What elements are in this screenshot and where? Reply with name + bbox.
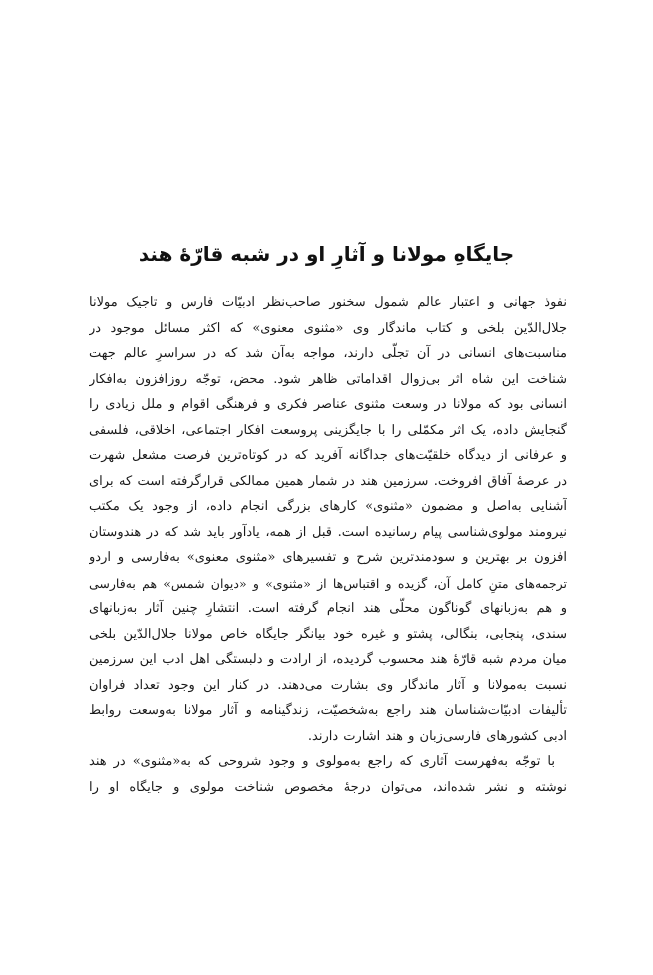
text-line: ادبی کشورهای فارسی‌زبان و هند اشارت دارند. bbox=[307, 728, 567, 744]
text-line: تألیفات ادبیّات‌شناسان هند راجع به‌شخصیّت، زندگینامه و آثار مولانا به‌وسعت روابط bbox=[89, 703, 567, 718]
text-line: آشنایی به‌اصل و مضمون «مثنوی» کارهای بزرگی انجام داده، از وجود یک مکتب bbox=[89, 499, 567, 514]
text-line: افزون بر بهترین و سودمندترین شرح و تفسیرهای «مثنوی معنوی» به‌فارسی و اردو bbox=[89, 550, 567, 565]
text-line: سندی، پنجابی، بنگالی، پشتو و غیره خود بیانگر جایگاه خاص مولانا جلال‌الدّین بلخی bbox=[89, 626, 567, 642]
chapter-title: جایگاهِ مولانا و آثارِ او در شبه قارّهٔ هند bbox=[138, 242, 515, 266]
text-line: گنجایش داده، یک اثر مکمّلی را با جایگزینی پروسعت افکار اجتماعی، اخلاقی، فلسفی bbox=[89, 422, 567, 438]
text-line: نفوذ جهانی و اعتبار عالم شمول سخنور صاحب‌نظر ادبیّات فارس و تاجیک مولانا bbox=[89, 295, 567, 310]
text-line: جلال‌الدّین بلخی و کتاب ماندگار وی «مثنوی معنوی» که اکثر مسائل موجود در bbox=[89, 320, 567, 336]
text-line: شناخت این شاه اثر بی‌زوال اقداماتی ظاهر شود. محض، توجّه روزافزون به‌افکار bbox=[89, 371, 567, 387]
text-line: میان مردم شبه قارّهٔ هند محسوب گردیده، از ارادت و دلبستگی اهل ادب این سرزمین bbox=[89, 652, 567, 667]
text-line: ترجمه‌های متنِ کامل آن، گزیده و اقتباس‌ها از «مثنوی» و «دیوان شمس» هم به‌فارسی bbox=[89, 575, 567, 591]
text-line: با توجّه به‌فهرست آثاری که راجع به‌مولوی و وجود شروحی که به«مثنوی» در هند bbox=[89, 754, 555, 769]
text-line: مناسبت‌های انسانی در آن تجلّی دارند، مواجه به‌آن شد که در سراسرِ عالم جهت bbox=[89, 346, 567, 361]
text-line: در عرصهٔ آفاق افروخت. سرزمین هند در شمار همین ممالکی قرارگرفته است که برای bbox=[89, 473, 567, 489]
text-line: نوشته و نشر شده‌اند، می‌توان درجهٔ مخصوص شناخت مولوی و جایگاه او را bbox=[89, 779, 567, 795]
text-line: و هم به‌زبانهای گوناگون محلّی هند انجام گرفته است. انتشارِ چنین آثار به‌زبانهای bbox=[89, 601, 567, 616]
text-line: نیرومند مولوی‌شناسی پیام رسانیده است. قبل از همه، یادآور باید شد که در هندوستان bbox=[89, 524, 567, 540]
text-line: و عرفانی از دیدگاه خلقیّت‌های جداگانه آفرید که در کوتاه‌ترین فرصت مشعل شهرت bbox=[89, 448, 567, 463]
text-line: نسبت به‌مولانا و آثار ماندگار وی بشارت می‌دهند. در کنار این وجود تعداد فراوان bbox=[89, 677, 567, 693]
body-text bbox=[89, 290, 567, 800]
text-line: انسانی بود که مولانا در وسعت مثنوی عناصر فکری و فرهنگی اقوام و ملل زیادی را bbox=[89, 397, 567, 412]
